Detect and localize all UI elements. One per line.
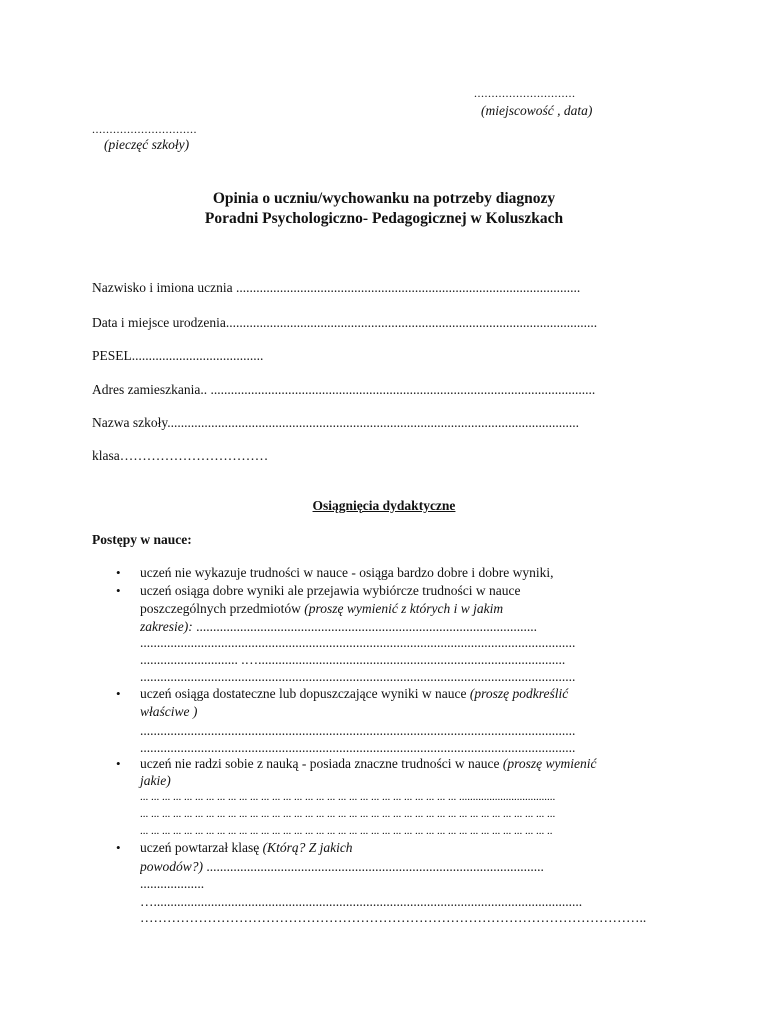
- bullet-5-line1: [140, 840, 353, 856]
- stamp-dots: ..............................: [92, 122, 197, 136]
- bullet-marker: •: [116, 756, 121, 771]
- bullet-2-line3: [140, 619, 676, 635]
- bullet-2-line2-text: poszczególnych przedmiotów: [140, 601, 305, 616]
- bullet-5-dots-3: …………………………………………………………………………………………………..: [140, 910, 647, 925]
- stamp-label: (pieczęć szkoły): [104, 137, 190, 152]
- bullet-2-line2-italic: (proszę wymienić z których i w jakim: [304, 601, 504, 616]
- bullet-2-dots-2: ............................. .…...........................................................................................: [140, 652, 566, 667]
- place-date-label: (miejscowość , data): [481, 103, 593, 118]
- field-student-name: Nazwisko i imiona ucznia ......................................................................................................: [92, 280, 581, 295]
- bullet-4-line2: jakie): [140, 773, 171, 788]
- field-pesel: PESEL.......................................: [92, 348, 264, 363]
- bullet-marker: •: [116, 565, 121, 580]
- bullet-2-line2: [140, 601, 503, 617]
- bullet-2-dots-3: .................................................................................................................................: [140, 669, 576, 684]
- bullet-3-line1-text: uczeń osiąga dostateczne lub dopuszczające wyniki w nauce: [140, 686, 470, 701]
- bullet-5-dots-2: …...............................................................................................................................: [140, 894, 583, 909]
- field-school-name: Nazwa szkoły..........................................................................................................................: [92, 415, 579, 430]
- bullet-3-dots-2: .................................................................................................................................: [140, 740, 576, 755]
- bullet-2-dots-1: .................................................................................................................................: [140, 635, 576, 650]
- bullet-5-line2-italic: powodów?): [140, 859, 207, 874]
- bullet-5-line2-dots: ....................................................................................................: [206, 859, 544, 874]
- bullet-3-line2: właściwe ): [140, 704, 198, 719]
- place-date-dots: .............................: [474, 86, 576, 100]
- bullet-4-line1: [140, 756, 596, 772]
- bullet-4-dots-2: ... ... ... ... ... ... ... ... ... ... ... ... ... ... ... ... ... ... ... ... ... ... ... ... ... ... ... ... ... ... ... ... ... ... ... ... ... ...: [140, 808, 556, 820]
- field-class: klasa……………………………: [92, 448, 269, 463]
- bullet-4-dots-1: ... ... ... ... ... ... ... ... ... ... ... ... ... ... ... ... ... ... ... ... ... ... ... ... ... ... ... ... ... ...................................: [140, 791, 556, 803]
- bullet-1-text: uczeń nie wykazuje trudności w nauce - osiąga bardzo dobre i dobre wyniki,: [140, 565, 554, 580]
- section-title: Osiągnięcia dydaktyczne: [312, 498, 456, 513]
- bullet-marker: •: [116, 840, 121, 855]
- field-address: Adres zamieszkania.. ..................................................................................................................: [92, 382, 596, 397]
- bullet-3-line1-italic: (proszę podkreślić: [469, 686, 569, 701]
- bullet-marker: •: [116, 686, 121, 701]
- document-title-line1: Opinia o uczniu/wychowanku na potrzeby diagnozy: [212, 190, 556, 207]
- bullet-marker: •: [116, 583, 121, 598]
- bullet-5-dots-1: ...................: [140, 876, 205, 891]
- bullet-5-line1-text: uczeń powtarzał klasę: [140, 840, 263, 855]
- bullet-5-line2: [140, 859, 676, 875]
- bullet-5-line1-italic: (Którą? Z jakich: [262, 840, 353, 855]
- bullet-3-line1: [140, 686, 568, 702]
- bullet-2-line3-dots: .....................................................................................................: [196, 619, 537, 634]
- bullet-4-line1-text: uczeń nie radzi sobie z nauką - posiada znaczne trudności w nauce: [140, 756, 503, 771]
- bullet-3-dots-1: .................................................................................................................................: [140, 723, 576, 738]
- bullet-2-line3-italic: zakresie):: [140, 619, 197, 634]
- field-birth-date-place: Data i miejsce urodzenia..............................................................................................................: [92, 315, 598, 330]
- document-title-line2: Poradni Psychologiczno- Pedagogicznej w Koluszkach: [204, 210, 564, 227]
- bullet-4-line1-italic: (proszę wymienić: [502, 756, 597, 771]
- progress-label: Postępy w nauce:: [92, 532, 192, 547]
- bullet-2-line1: uczeń osiąga dobre wyniki ale przejawia wybiórcze trudności w nauce: [140, 583, 521, 598]
- bullet-4-dots-3: ... ... ... ... ... ... ... ... ... ... ... ... ... ... ... ... ... ... ... ... ... ... ... ... ... ... ... ... ... ... ... ... ... ... ... ... ... ..: [140, 825, 553, 837]
